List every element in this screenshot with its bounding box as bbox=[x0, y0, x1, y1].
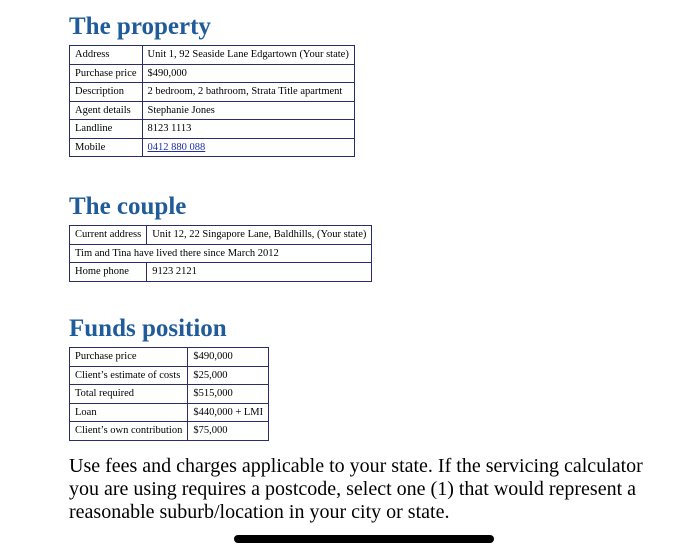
own-contribution-value: $75,000 bbox=[188, 422, 269, 441]
current-address-label: Current address bbox=[70, 226, 147, 245]
table-row bbox=[70, 138, 355, 157]
home-indicator[interactable] bbox=[234, 535, 494, 543]
mobile-phone-link[interactable]: 0412 880 088 bbox=[147, 141, 206, 153]
current-address-value: Unit 12, 22 Singapore Lane, Baldhills, (Your state) bbox=[147, 226, 372, 245]
description-label: Description bbox=[70, 83, 143, 102]
landline-label: Landline bbox=[70, 120, 143, 139]
loan-value: $440,000 + LMI bbox=[188, 403, 269, 422]
table-row bbox=[70, 226, 372, 245]
agent-details-value: Stephanie Jones bbox=[142, 101, 354, 120]
total-required-value: $515,000 bbox=[188, 385, 269, 404]
total-required-label: Total required bbox=[70, 385, 188, 404]
table-row bbox=[70, 120, 355, 139]
purchase-price-label: Purchase price bbox=[70, 64, 143, 83]
home-phone-label: Home phone bbox=[70, 263, 147, 282]
landline-value: 8123 1113 bbox=[142, 120, 354, 139]
table-row bbox=[70, 64, 355, 83]
table-row bbox=[70, 403, 269, 422]
funds-table bbox=[69, 347, 269, 441]
couple-table bbox=[69, 225, 372, 282]
table-row bbox=[70, 83, 355, 102]
own-contribution-label: Client’s own contribution bbox=[70, 422, 188, 441]
mobile-cell bbox=[142, 138, 354, 157]
home-phone-value: 9123 2121 bbox=[147, 263, 372, 282]
table-row bbox=[70, 366, 269, 385]
table-row bbox=[70, 348, 269, 367]
instructions-paragraph: Use fees and charges applicable to your state. If the servicing calculator you are using requires a postcode, select one (1) that would represent a reasonable suburb/location in your city or state. bbox=[69, 455, 643, 523]
table-row bbox=[70, 46, 355, 65]
table-row bbox=[70, 101, 355, 120]
funds-purchase-price-label: Purchase price bbox=[70, 348, 188, 367]
couple-heading: The couple bbox=[69, 193, 187, 220]
agent-details-label: Agent details bbox=[70, 101, 143, 120]
property-table bbox=[69, 45, 355, 157]
table-row bbox=[70, 244, 372, 263]
table-row bbox=[70, 263, 372, 282]
loan-label: Loan bbox=[70, 403, 188, 422]
address-value: Unit 1, 92 Seaside Lane Edgartown (Your state) bbox=[142, 46, 354, 65]
residence-note: Tim and Tina have lived there since March 2012 bbox=[70, 244, 372, 263]
purchase-price-value: $490,000 bbox=[142, 64, 354, 83]
funds-purchase-price-value: $490,000 bbox=[188, 348, 269, 367]
table-row bbox=[70, 422, 269, 441]
description-value: 2 bedroom, 2 bathroom, Strata Title apartment bbox=[142, 83, 354, 102]
costs-estimate-value: $25,000 bbox=[188, 366, 269, 385]
mobile-label: Mobile bbox=[70, 138, 143, 157]
property-heading: The property bbox=[69, 13, 211, 40]
costs-estimate-label: Client’s estimate of costs bbox=[70, 366, 188, 385]
table-row bbox=[70, 385, 269, 404]
address-label: Address bbox=[70, 46, 143, 65]
funds-heading: Funds position bbox=[69, 315, 227, 342]
